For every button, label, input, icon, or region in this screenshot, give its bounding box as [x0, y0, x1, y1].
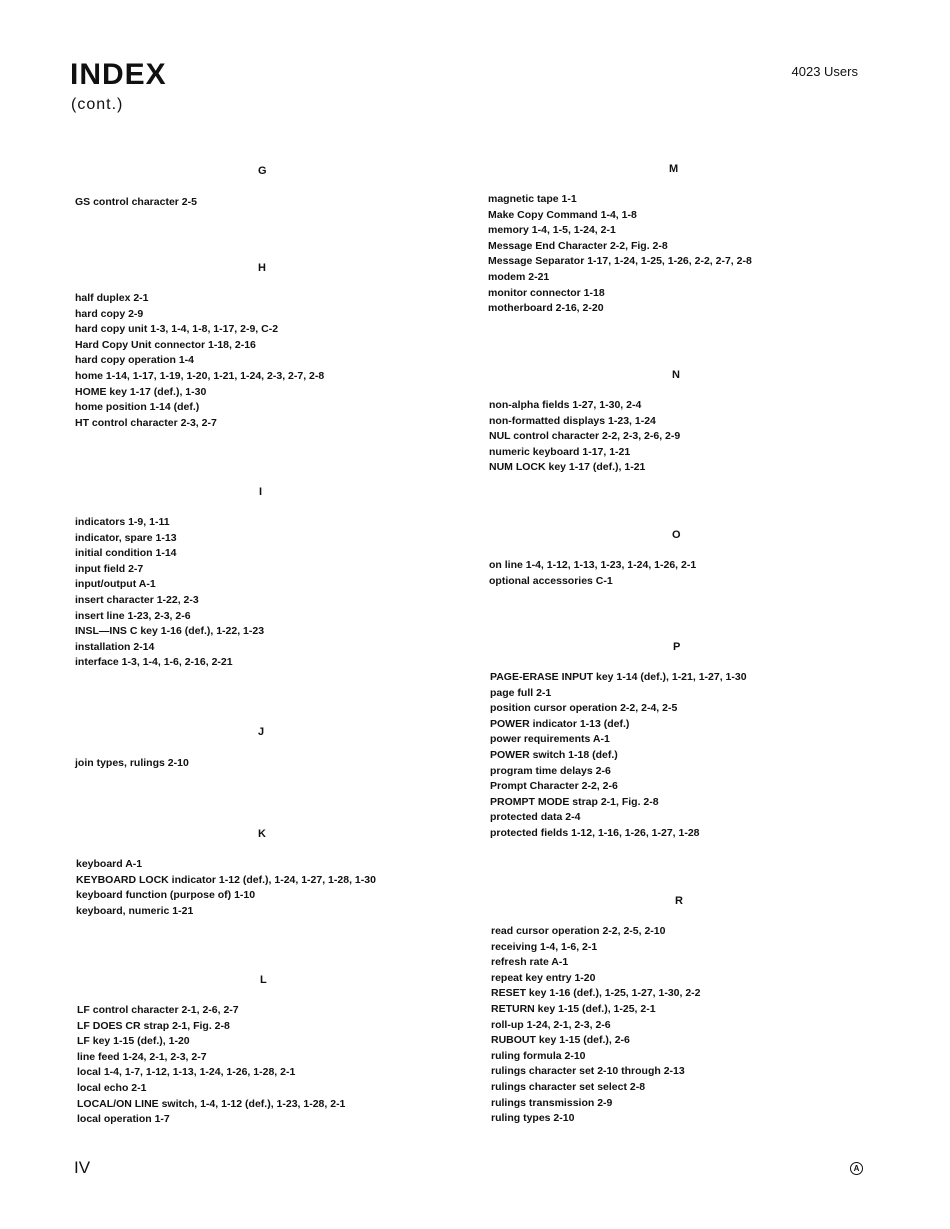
index-entry: Make Copy Command 1-4, 1-8	[488, 208, 637, 221]
index-entry: modem 2-21	[488, 270, 550, 283]
section-letter-n: N	[672, 369, 680, 381]
section-n-list	[489, 398, 680, 476]
section-letter-k: K	[258, 828, 266, 840]
index-entry: PROMPT MODE strap 2-1, Fig. 2-8	[490, 795, 659, 808]
index-entry: ruling formula 2-10	[491, 1049, 586, 1062]
index-entry: HOME key 1-17 (def.), 1-30	[75, 385, 207, 398]
index-entry: power requirements A-1	[490, 733, 610, 746]
index-entry: RUBOUT key 1-15 (def.), 2-6	[491, 1034, 630, 1047]
index-entry: local 1-4, 1-7, 1-12, 1-13, 1-24, 1-26, 1-28, 2-1	[77, 1066, 296, 1079]
index-entry: NUM LOCK key 1-17 (def.), 1-21	[489, 461, 646, 474]
index-entry: Message Separator 1-17, 1-24, 1-25, 1-26, 2-2, 2-7, 2-8	[488, 255, 752, 268]
index-entry: NUL control character 2-2, 2-3, 2-6, 2-9	[489, 430, 681, 443]
index-entry: GS control character 2-5	[75, 196, 197, 208]
index-entry: non-formatted displays 1-23, 1-24	[489, 414, 656, 427]
index-entry: Message End Character 2-2, Fig. 2-8	[488, 239, 668, 252]
section-letter-h: H	[258, 262, 266, 274]
index-entry: repeat key entry 1-20	[491, 971, 596, 984]
section-i-list	[75, 515, 264, 671]
index-entry: line feed 1-24, 2-1, 2-3, 2-7	[77, 1050, 207, 1063]
index-entry: installation 2-14	[75, 640, 155, 653]
section-letter-p: P	[673, 641, 681, 653]
publisher-mark: A	[850, 1162, 863, 1175]
index-entry: KEYBOARD LOCK indicator 1-12 (def.), 1-24, 1-27, 1-28, 1-30	[76, 873, 376, 886]
index-entry: Hard Copy Unit connector 1-18, 2-16	[75, 338, 256, 351]
section-p-list	[490, 670, 747, 842]
section-r-list	[491, 924, 701, 1127]
index-entry: HT control character 2-3, 2-7	[75, 416, 217, 429]
index-entry: position cursor operation 2-2, 2-4, 2-5	[490, 702, 678, 715]
section-letter-r: R	[675, 895, 683, 907]
index-entry: memory 1-4, 1-5, 1-24, 2-1	[488, 224, 616, 237]
document-label: 4023 Users	[791, 64, 858, 79]
index-entry: non-alpha fields 1-27, 1-30, 2-4	[489, 399, 642, 411]
index-entry: motherboard 2-16, 2-20	[488, 302, 604, 315]
section-m-list	[488, 192, 752, 317]
index-entry: optional accessories C-1	[489, 574, 613, 587]
index-entry: rulings character set 2-10 through 2-13	[491, 1065, 685, 1078]
section-g-list	[75, 195, 197, 211]
index-entry: keyboard function (purpose of) 1-10	[76, 889, 256, 902]
index-entry: half duplex 2-1	[75, 292, 149, 304]
section-k-list	[76, 857, 376, 919]
index-entry: roll-up 1-24, 2-1, 2-3, 2-6	[491, 1018, 611, 1031]
index-entry: input field 2-7	[75, 562, 144, 575]
section-letter-o: O	[672, 529, 681, 541]
index-entry: ruling types 2-10	[491, 1112, 575, 1125]
index-entry: receiving 1-4, 1-6, 2-1	[491, 940, 598, 953]
index-entry: page full 2-1	[490, 686, 552, 699]
index-entry: indicator, spare 1-13	[75, 531, 177, 544]
index-entry: home 1-14, 1-17, 1-19, 1-20, 1-21, 1-24, 2-3, 2-7, 2-8	[75, 369, 325, 382]
index-entry: on line 1-4, 1-12, 1-13, 1-23, 1-24, 1-26, 2-1	[489, 559, 697, 571]
section-letter-i: I	[259, 486, 263, 498]
index-entry: hard copy unit 1-3, 1-4, 1-8, 1-17, 2-9, C-2	[75, 323, 279, 336]
index-entry: PAGE-ERASE INPUT key 1-14 (def.), 1-21, 1-27, 1-30	[490, 671, 747, 683]
index-entry: join types, rulings 2-10	[75, 757, 189, 769]
index-entry: read cursor operation 2-2, 2-5, 2-10	[491, 925, 666, 937]
index-entry: RETURN key 1-15 (def.), 1-25, 2-1	[491, 1002, 656, 1015]
page-number: IV	[74, 1158, 91, 1177]
index-entry: hard copy operation 1-4	[75, 354, 195, 367]
index-entry: magnetic tape 1-1	[488, 193, 577, 205]
page-subtitle: (cont.)	[71, 96, 124, 113]
index-entry: LOCAL/ON LINE switch, 1-4, 1-12 (def.), 1-23, 1-28, 2-1	[77, 1097, 346, 1110]
section-letter-l: L	[260, 974, 267, 986]
index-entry: protected fields 1-12, 1-16, 1-26, 1-27, 1-28	[490, 826, 700, 839]
index-entry: LF DOES CR strap 2-1, Fig. 2-8	[77, 1019, 230, 1032]
index-entry: rulings character set select 2-8	[491, 1080, 646, 1093]
index-entry: insert line 1-23, 2-3, 2-6	[75, 609, 191, 622]
index-entry: local echo 2-1	[77, 1081, 147, 1094]
index-entry: LF key 1-15 (def.), 1-20	[77, 1035, 190, 1048]
index-entry: indicators 1-9, 1-11	[75, 516, 170, 528]
section-letter-g: G	[258, 165, 267, 177]
index-entry: Prompt Character 2-2, 2-6	[490, 780, 618, 793]
section-j-list	[75, 756, 189, 772]
index-entry: hard copy 2-9	[75, 307, 144, 320]
index-entry: keyboard, numeric 1-21	[76, 904, 194, 917]
section-letter-m: M	[669, 163, 679, 175]
index-entry: INSL—INS C key 1-16 (def.), 1-22, 1-23	[75, 625, 265, 638]
section-h-list	[75, 291, 324, 431]
index-entry: refresh rate A-1	[491, 956, 569, 969]
index-entry: rulings transmission 2-9	[491, 1096, 613, 1109]
index-entry: keyboard A-1	[76, 858, 143, 870]
section-o-list	[489, 558, 696, 589]
index-entry: initial condition 1-14	[75, 547, 177, 560]
index-entry: monitor connector 1-18	[488, 286, 605, 299]
index-entry: POWER switch 1-18 (def.)	[490, 748, 618, 761]
page-title: INDEX	[70, 58, 167, 91]
index-entry: input/output A-1	[75, 578, 156, 591]
section-l-list	[77, 1003, 345, 1128]
index-entry: interface 1-3, 1-4, 1-6, 2-16, 2-21	[75, 656, 233, 669]
index-entry: program time delays 2-6	[490, 764, 611, 777]
index-entry: local operation 1-7	[77, 1113, 170, 1126]
section-letter-j: J	[258, 726, 265, 738]
index-entry: LF control character 2-1, 2-6, 2-7	[77, 1004, 239, 1016]
index-entry: RESET key 1-16 (def.), 1-25, 1-27, 1-30, 2-2	[491, 987, 701, 1000]
index-entry: insert character 1-22, 2-3	[75, 593, 199, 606]
index-entry: home position 1-14 (def.)	[75, 401, 200, 414]
index-entry: protected data 2-4	[490, 811, 581, 824]
index-entry: numeric keyboard 1-17, 1-21	[489, 445, 631, 458]
index-entry: POWER indicator 1-13 (def.)	[490, 717, 630, 730]
